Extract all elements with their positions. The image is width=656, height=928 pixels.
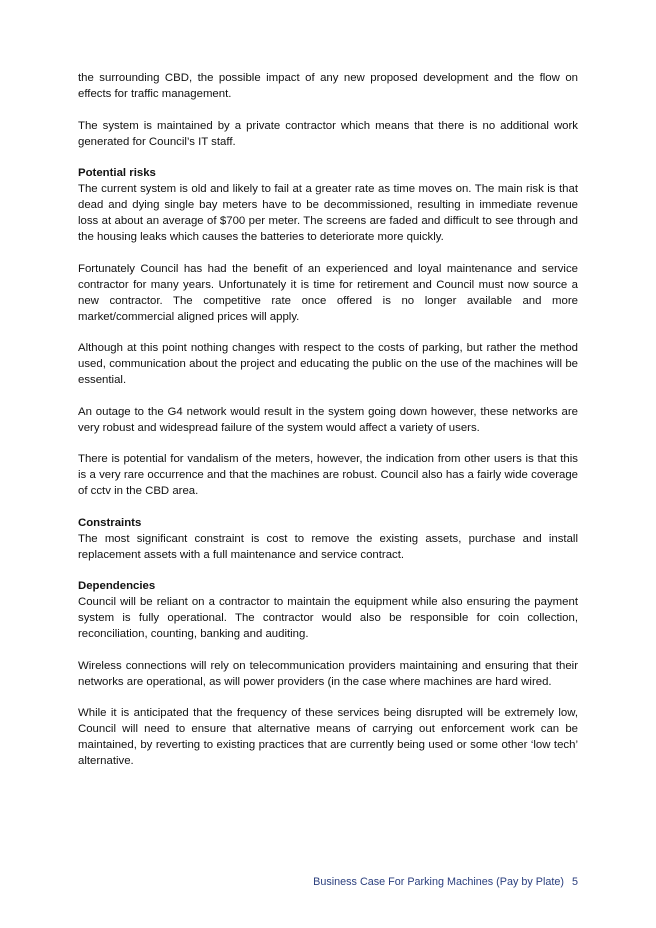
dependencies-paragraph-1: Council will be reliant on a contractor to maintain the equipment while also ensuring the payment system is fully operational. The contractor would also be responsible for coin collection, reconciliation, counting, banking and auditing. — [78, 596, 578, 640]
potential-risks-paragraph-2: Fortunately Council has had the benefit of an experienced and loyal maintenance and service contractor for many years. Unfortunately it is time for retirement and Council must now source a new contractor. The competitive rate once offered is no longer available and more market/commercial aligned prices will apply. — [78, 262, 578, 323]
dependencies-paragraph-3: While it is anticipated that the frequency of these services being disrupted will be extremely low, Council will need to ensure that alternative means of carrying out enforcement work can be maintained, by reverting to existing practices that are currently being used or some other ‘low tech’ alternative. — [78, 707, 578, 767]
potential-risks-paragraph-3: Although at this point nothing changes with respect to the costs of parking, but rather the method used, communication about the project and educating the public on the use of the machines will be essential. — [78, 342, 578, 386]
potential-risks-paragraph-1: The current system is old and likely to fail at a greater rate as time moves on. The main risk is that dead and dying single bay meters have to be decommissioned, resulting in immediate revenue loss at about an average of $700 per meter. The screens are faded and difficult to see through and the housing leaks which causes the batteries to deteriorate more quickly. — [78, 183, 578, 243]
page-footer — [313, 876, 578, 888]
constraints-paragraph-1: The most significant constraint is cost to remove the existing assets, purchase and install replacement assets with a full maintenance and service contract. — [78, 532, 578, 561]
potential-risks-paragraph-4: An outage to the G4 network would result in the system going down however, these networks are very robust and widespread failure of the system would affect a variety of users. — [78, 405, 578, 434]
potential-risks-heading: Potential risks — [78, 167, 156, 179]
constraints-section — [78, 515, 578, 563]
dependencies-heading: Dependencies — [78, 580, 156, 592]
document-page — [78, 70, 578, 785]
intro-paragraph-1: the surrounding CBD, the possible impact of any new proposed development and the flow on effects for traffic management. — [78, 72, 578, 100]
dependencies-section — [78, 578, 578, 769]
footer-title: Business Case For Parking Machines (Pay by Plate) — [313, 876, 564, 888]
dependencies-paragraph-2: Wireless connections will rely on telecommunication providers maintaining and ensuring that their networks are operational, as will power providers (in the case where machines are hard wired. — [78, 659, 578, 688]
potential-risks-paragraph-5: There is potential for vandalism of the meters, however, the indication from other users is that this is a very rare occurrence and that the machines are robust. Council also has a fairly wide coverage of cctv in the CBD area. — [78, 453, 578, 497]
page-number: 5 — [571, 876, 578, 888]
potential-risks-section — [78, 165, 578, 499]
intro-paragraph-2: The system is maintained by a private contractor which means that there is no additional work generated for Council’s IT staff. — [78, 119, 578, 148]
constraints-heading: Constraints — [78, 516, 142, 529]
